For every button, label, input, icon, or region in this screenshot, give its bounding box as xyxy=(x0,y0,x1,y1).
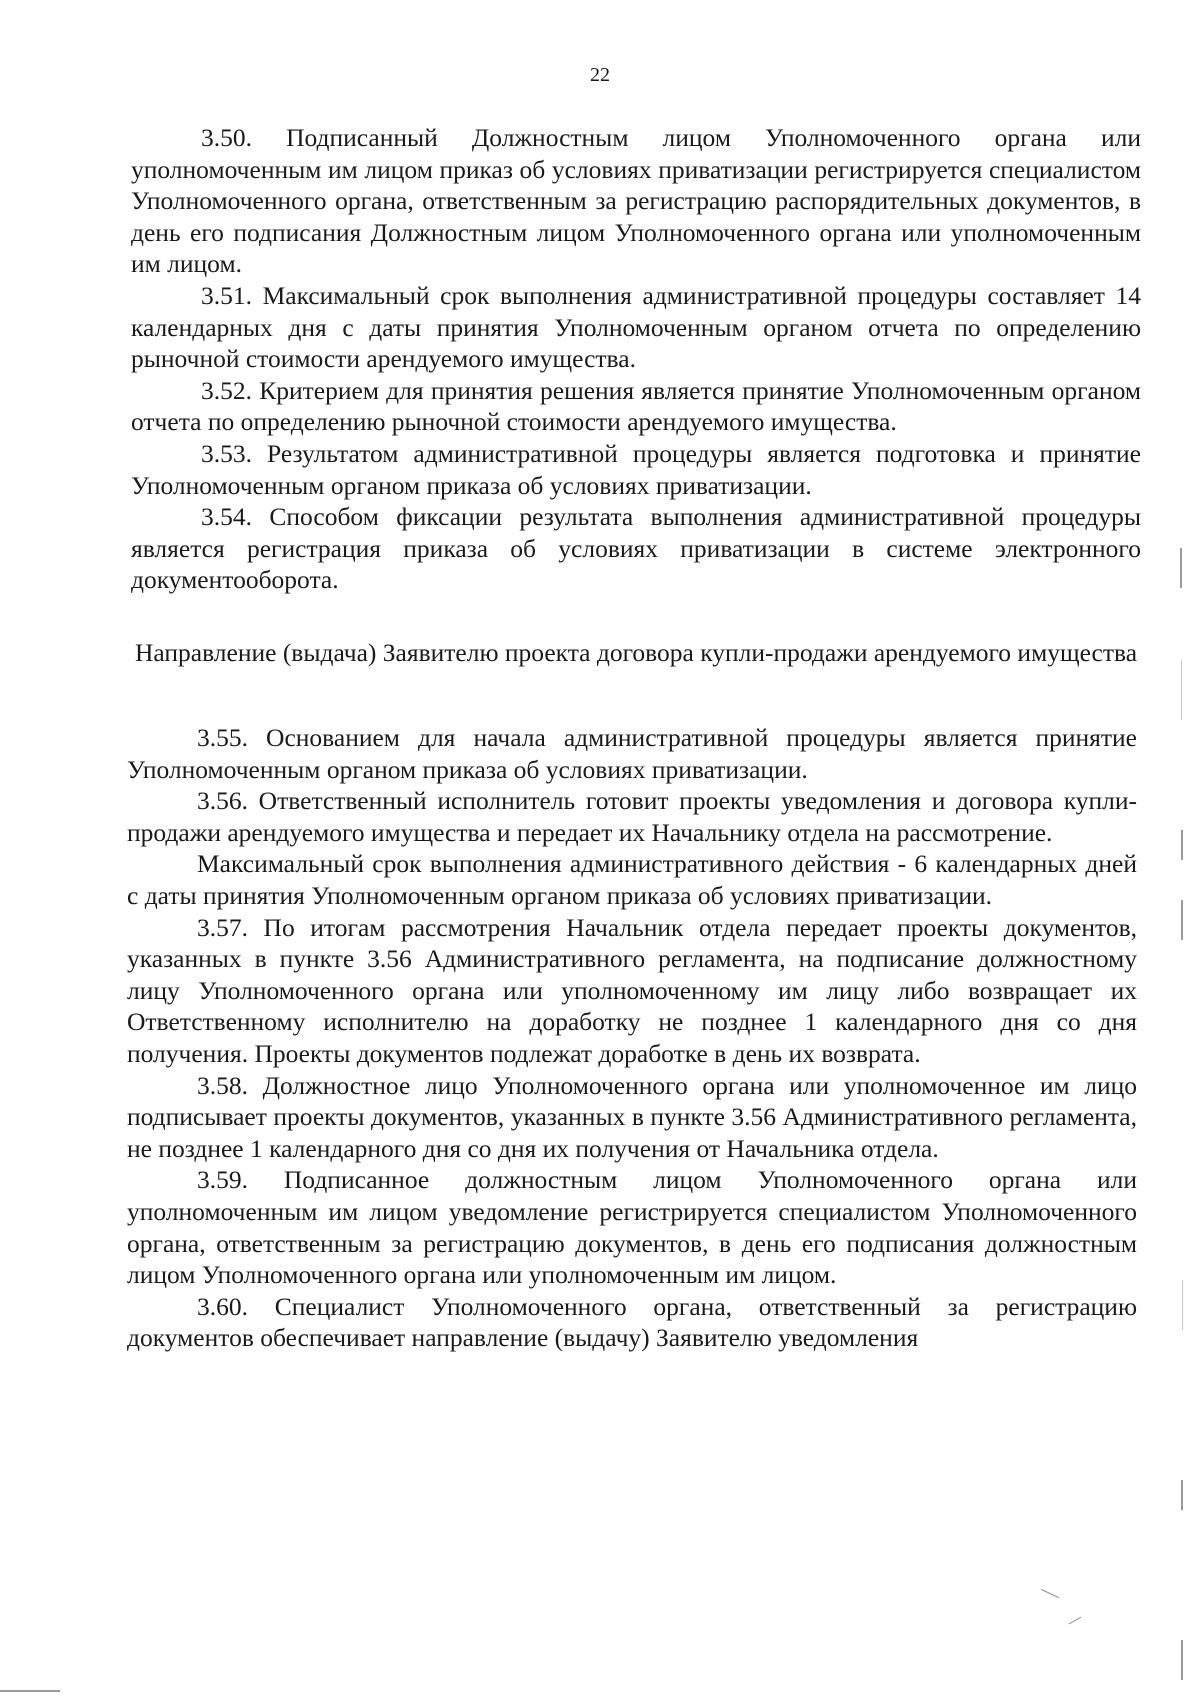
paragraph-3-52: 3.52. Критерием для принятия решения является принятие Уполномоченным органом отчета по определению рыночной стоимости арендуемого имущества. xyxy=(131,375,1141,437)
scan-mark xyxy=(1180,548,1182,588)
page-number: 22 xyxy=(590,64,610,86)
scan-mark xyxy=(1069,1617,1082,1625)
paragraph-max-term: Максимальный срок выполнения административного действия - 6 календарных дней с даты принятия Уполномоченным органом приказа об условиях приватизации. xyxy=(127,849,1137,910)
scan-mark xyxy=(1181,900,1183,940)
scan-mark xyxy=(1041,1589,1060,1598)
scan-mark xyxy=(0,1690,60,1692)
scan-mark xyxy=(1181,1640,1183,1680)
scan-mark xyxy=(1181,1480,1183,1510)
paragraph-3-56: 3.56. Ответственный исполнитель готовит проекты уведомления и договора купли-продажи арендуемого имущества и передает их Начальнику отдела на рассмотрение. xyxy=(127,786,1137,847)
paragraph-3-57: 3.57. По итогам рассмотрения Начальник отдела передает проекты документов, указанных в пункте 3.56 Административного регламента, на подписание должностному лицу Уполномоченного органа или уполномоченному им лицу либо возвращает их Ответственному исполнителю на доработку не позднее 1 календарного дня со дня получения. Проекты документов подлежат доработке в день их возврата. xyxy=(127,912,1137,1068)
paragraph-3-55: 3.55. Основанием для начала административной процедуры является принятие Уполномоченным органом приказа об условиях приватизации. xyxy=(127,723,1137,784)
paragraph-3-59: 3.59. Подписанное должностным лицом Уполномоченного органа или уполномоченным им лицом уведомление регистрируется специалистом Уполномоченного органа, ответственным за регистрацию документов, в день его подписания должностным лицом Уполномоченного органа или уполномоченным им лицом. xyxy=(127,1165,1137,1290)
scan-mark xyxy=(1181,660,1182,720)
paragraph-3-50: 3.50. Подписанный Должностным лицом Уполномоченного органа или уполномоченным им лицом приказ об условиях приватизации регистрируется специалистом Уполномоченного органа, ответственным за регистрацию распорядительных документов, в день его подписания Должностным лицом Уполномоченного органа или уполномоченным им лицом. xyxy=(131,123,1141,279)
section-heading: Направление (выдача) Заявителю проекта договора купли-продажи арендуемого имущества xyxy=(134,638,1138,667)
body-text-top xyxy=(131,122,1141,596)
paragraph-3-53: 3.53. Результатом административной процедуры является подготовка и принятие Уполномоченным органом приказа об условиях приватизации. xyxy=(131,438,1141,500)
scan-mark xyxy=(1181,830,1183,860)
scan-mark xyxy=(1182,1280,1183,1330)
paragraph-3-54: 3.54. Способом фиксации результата выполнения административной процедуры является регистрация приказа об условиях приватизации в системе электронного документооборота. xyxy=(131,502,1141,595)
paragraph-3-51: 3.51. Максимальный срок выполнения административной процедуры составляет 14 календарных дня с даты принятия Уполномоченным органом отчета по определению рыночной стоимости арендуемого имущества. xyxy=(131,280,1141,374)
paragraph-3-60: 3.60. Специалист Уполномоченного органа, ответственный за регистрацию документов обеспечивает направление (выдачу) Заявителю уведомления xyxy=(127,1291,1137,1353)
body-text-bottom xyxy=(127,722,1137,1354)
paragraph-3-58: 3.58. Должностное лицо Уполномоченного органа или уполномоченное им лицо подписывает проекты документов, указанных в пункте 3.56 Административного регламента, не позднее 1 календарного дня со дня их получения от Начальника отдела. xyxy=(127,1070,1137,1163)
